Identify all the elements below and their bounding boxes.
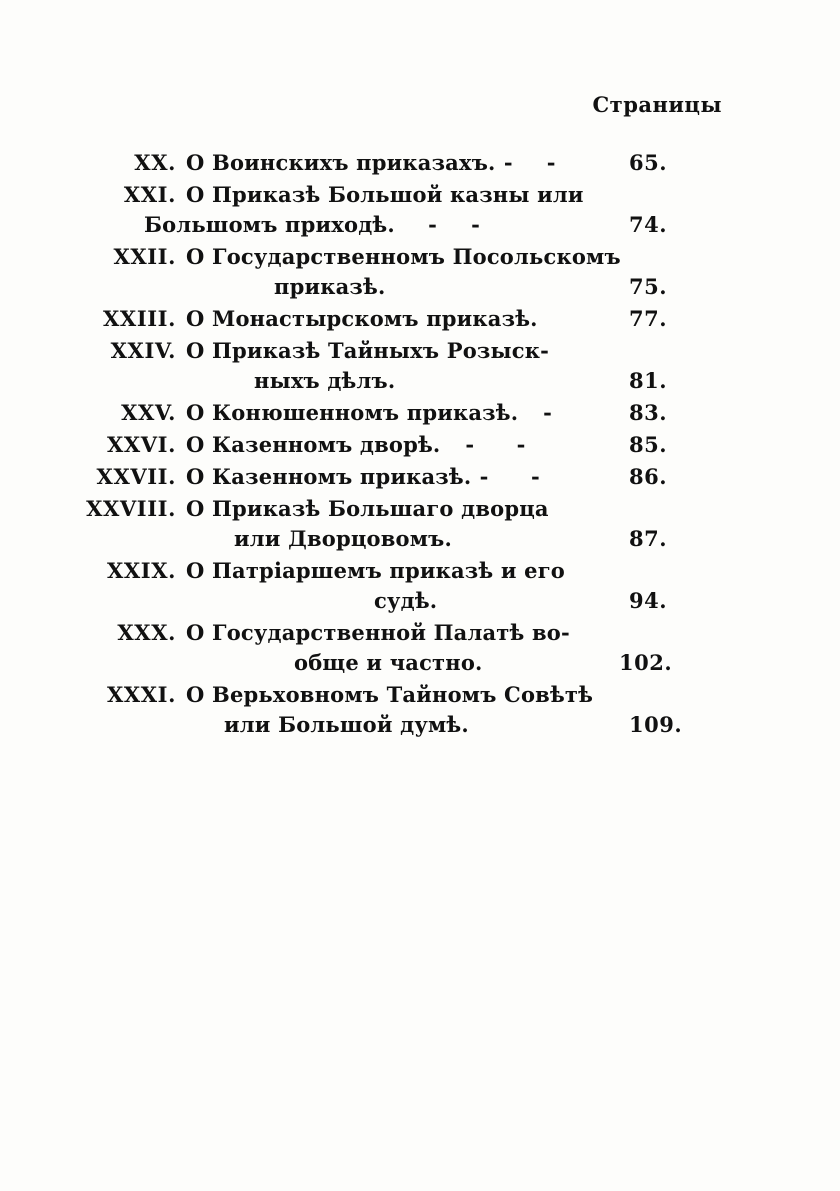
toc-title-cont: судѣ. (374, 588, 438, 613)
toc-page-number: 74. (629, 212, 668, 237)
toc-entry[interactable] (84, 242, 684, 302)
toc-title: О Патріаршемъ приказѣ и его (186, 558, 566, 583)
toc-title: О Монастырскомъ приказѣ. (186, 306, 538, 331)
toc-numeral: XXX. (117, 620, 176, 645)
page-header-label: Страницы (592, 92, 722, 117)
toc-numeral: XXVIII. (86, 496, 176, 521)
toc-entry[interactable] (84, 680, 684, 740)
toc-entry[interactable] (84, 556, 684, 616)
toc-numeral: XXV. (121, 400, 176, 425)
toc-numeral: XXIX. (106, 558, 176, 583)
toc-page-number: 109. (629, 712, 683, 737)
toc-leader: - - (394, 212, 481, 237)
toc-page-number: 75. (629, 274, 668, 299)
toc-page-number: 94. (629, 588, 668, 613)
toc-numeral: XX. (134, 150, 176, 175)
toc-entry[interactable] (84, 398, 684, 428)
toc-page-number: 87. (629, 526, 668, 551)
toc-title: О Приказѣ Большаго дворца (186, 496, 549, 521)
toc-title: О Государственной Палатѣ во- (186, 620, 570, 645)
toc-title-cont: обще и частно. (294, 650, 483, 675)
toc-entry[interactable] (84, 618, 684, 678)
toc-entry[interactable] (84, 336, 684, 396)
toc-page-number: 65. (629, 150, 668, 175)
toc-numeral: XXII. (113, 244, 176, 269)
toc-title: О Государственномъ Посольскомъ (186, 244, 621, 269)
toc-entry[interactable] (84, 494, 684, 554)
toc-numeral: XXIII. (103, 306, 176, 331)
toc-title: О Верьховномъ Тайномъ Совѣтѣ (186, 682, 594, 707)
toc-title: О Казенномъ дворѣ. (186, 432, 441, 457)
toc-entry[interactable] (84, 180, 684, 240)
toc-leader: - - (471, 464, 541, 489)
toc-page-number: 83. (629, 400, 668, 425)
toc-numeral: XXVII. (96, 464, 176, 489)
toc-title-cont: или Большой думѣ. (224, 712, 469, 737)
toc-title: О Приказѣ Большой казны или (186, 182, 584, 207)
table-of-contents (84, 148, 684, 742)
toc-title: О Приказѣ Тайныхъ Розыск- (186, 338, 550, 363)
toc-page-number: 86. (629, 464, 668, 489)
toc-entry[interactable] (84, 148, 684, 178)
toc-leader: - - (440, 432, 527, 457)
toc-title: О Конюшенномъ приказѣ. (186, 400, 519, 425)
toc-numeral: XXI. (123, 182, 176, 207)
toc-title: О Воинскихъ приказахъ. (186, 150, 496, 175)
toc-entry[interactable] (84, 430, 684, 460)
toc-page-number: 85. (629, 432, 668, 457)
toc-page-number: 77. (629, 306, 668, 331)
toc-leader: - (518, 400, 553, 425)
toc-numeral: XXXI. (106, 682, 176, 707)
toc-entry[interactable] (84, 304, 684, 334)
toc-title-cont: ныхъ дѣлъ. (254, 368, 396, 393)
toc-numeral: XXVI. (106, 432, 176, 457)
toc-title: О Казенномъ приказѣ. (186, 464, 472, 489)
toc-entry[interactable] (84, 462, 684, 492)
toc-page-number: 81. (629, 368, 668, 393)
toc-page-number: 102. (619, 650, 673, 675)
toc-numeral: XXIV. (110, 338, 176, 363)
toc-leader: - - (495, 150, 557, 175)
toc-title-cont: приказѣ. (274, 274, 386, 299)
toc-title-cont: или Дворцовомъ. (234, 526, 453, 551)
toc-title-cont: Большомъ приходѣ. (144, 212, 395, 237)
